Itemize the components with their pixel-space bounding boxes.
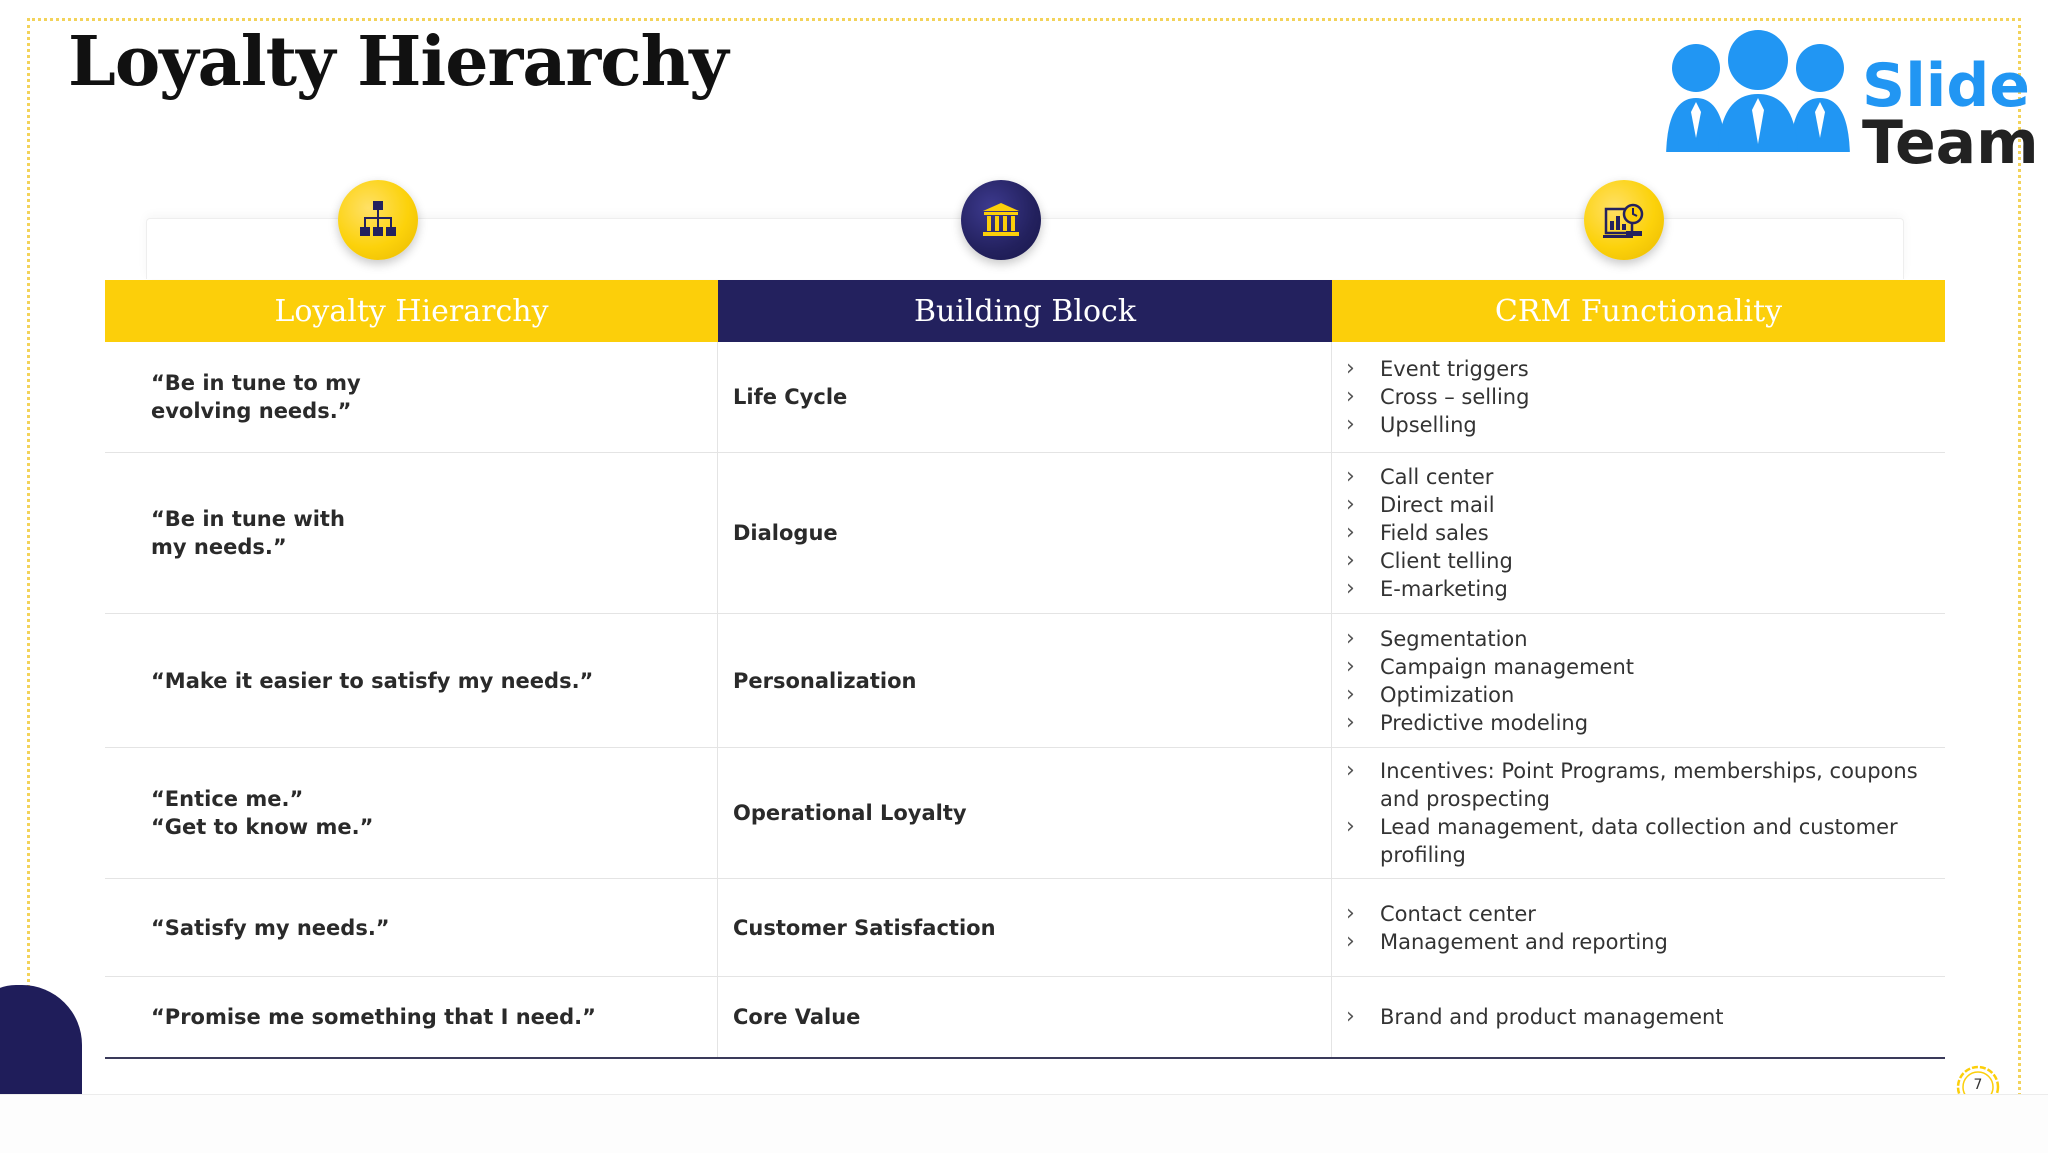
crm-dashboard-icon bbox=[1584, 180, 1664, 260]
org-chart-icon bbox=[338, 180, 418, 260]
page-number-badge bbox=[1955, 1064, 2001, 1094]
column-header-building-block: Building Block bbox=[718, 280, 1332, 342]
crm-function: Predictive modeling bbox=[1380, 710, 1589, 735]
list-item bbox=[1346, 757, 1933, 813]
list-item bbox=[1346, 681, 1634, 709]
crm-function-list bbox=[1346, 625, 1634, 737]
decorative-person-shape bbox=[0, 985, 82, 1094]
crm-function: Optimization bbox=[1380, 682, 1515, 707]
loyalty-table bbox=[105, 280, 1945, 1059]
column-header-crm-functionality: CRM Functionality bbox=[1332, 280, 1945, 342]
crm-function: Upselling bbox=[1380, 413, 1477, 437]
building-block: Core Value bbox=[718, 977, 1332, 1057]
loyalty-quote bbox=[105, 614, 718, 747]
crm-function: Field sales bbox=[1380, 521, 1489, 545]
loyalty-quote bbox=[105, 453, 718, 613]
chevron-right-icon: › bbox=[1346, 464, 1355, 489]
crm-function: Contact center bbox=[1380, 901, 1536, 926]
table-row bbox=[105, 748, 1945, 879]
building-block: Operational Loyalty bbox=[718, 748, 1332, 878]
chevron-right-icon: › bbox=[1346, 681, 1355, 707]
logo-team-text: Team bbox=[1862, 108, 2039, 178]
quote-line: “Entice me.” bbox=[151, 787, 304, 811]
table-row bbox=[105, 977, 1945, 1059]
chevron-right-icon: › bbox=[1346, 412, 1355, 437]
crm-functions bbox=[1332, 453, 1945, 613]
building-block: Dialogue bbox=[718, 453, 1332, 613]
table-row bbox=[105, 879, 1945, 977]
quote-line: my needs.” bbox=[151, 535, 287, 559]
quote-line: “Satisfy my needs.” bbox=[151, 915, 390, 940]
crm-function-list bbox=[1346, 757, 1945, 869]
crm-function-list bbox=[1346, 1003, 1724, 1031]
crm-function: E-marketing bbox=[1380, 577, 1508, 601]
chevron-right-icon: › bbox=[1346, 520, 1355, 545]
loyalty-quote bbox=[105, 748, 718, 878]
list-item bbox=[1346, 625, 1634, 653]
chevron-right-icon: › bbox=[1346, 928, 1355, 954]
loyalty-quote bbox=[105, 342, 718, 452]
slideteam-logo bbox=[1662, 28, 2039, 178]
crm-function: Call center bbox=[1380, 465, 1494, 489]
chevron-right-icon: › bbox=[1346, 625, 1355, 651]
quote-line: “Get to know me.” bbox=[151, 815, 374, 839]
bottom-band bbox=[0, 1094, 2048, 1153]
bank-building-icon bbox=[961, 180, 1041, 260]
list-item bbox=[1346, 1003, 1724, 1031]
list-item bbox=[1346, 928, 1668, 956]
loyalty-quote bbox=[105, 879, 718, 976]
people-logo-icon bbox=[1662, 28, 1862, 168]
crm-function: Event triggers bbox=[1380, 357, 1529, 381]
quote-line: evolving needs.” bbox=[151, 399, 352, 423]
list-item bbox=[1346, 383, 1529, 411]
list-item bbox=[1346, 813, 1933, 869]
list-item bbox=[1346, 653, 1634, 681]
chevron-right-icon: › bbox=[1346, 356, 1355, 381]
chevron-right-icon: › bbox=[1346, 900, 1355, 926]
chevron-right-icon: › bbox=[1346, 653, 1355, 679]
crm-function: Direct mail bbox=[1380, 493, 1495, 517]
page-title: Loyalty Hierarchy bbox=[68, 22, 728, 102]
list-item bbox=[1346, 900, 1668, 928]
crm-function: Management and reporting bbox=[1380, 929, 1668, 954]
quote-line: “Make it easier to satisfy my needs.” bbox=[151, 668, 594, 693]
table-header bbox=[105, 280, 1945, 342]
chevron-right-icon: › bbox=[1346, 709, 1355, 735]
crm-functions bbox=[1332, 748, 1945, 878]
crm-function-list bbox=[1346, 355, 1529, 439]
list-item bbox=[1346, 463, 1513, 491]
crm-functions bbox=[1332, 342, 1945, 452]
list-item bbox=[1346, 575, 1513, 603]
crm-function: Incentives: Point Programs, memberships, coupons and prospecting bbox=[1380, 759, 1918, 811]
loyalty-quote bbox=[105, 977, 718, 1057]
table-row bbox=[105, 453, 1945, 614]
crm-function-list bbox=[1346, 900, 1668, 956]
column-header-loyalty-hierarchy: Loyalty Hierarchy bbox=[105, 280, 718, 342]
list-item bbox=[1346, 709, 1634, 737]
list-item bbox=[1346, 491, 1513, 519]
quote-line: “Be in tune with bbox=[151, 507, 345, 531]
list-item bbox=[1346, 411, 1529, 439]
crm-function: Campaign management bbox=[1380, 654, 1635, 679]
page-number: 7 bbox=[1973, 1077, 1983, 1093]
building-block: Life Cycle bbox=[718, 342, 1332, 452]
crm-function: Client telling bbox=[1380, 549, 1513, 573]
logo-slide-text: Slide bbox=[1862, 51, 2030, 121]
chevron-right-icon: › bbox=[1346, 548, 1355, 573]
table-row bbox=[105, 342, 1945, 453]
building-block: Customer Satisfaction bbox=[718, 879, 1332, 976]
chevron-right-icon: › bbox=[1346, 1004, 1355, 1029]
building-block: Personalization bbox=[718, 614, 1332, 747]
crm-functions bbox=[1332, 879, 1945, 976]
list-item bbox=[1346, 519, 1513, 547]
crm-functions bbox=[1332, 977, 1945, 1057]
quote-line: “Be in tune to my bbox=[151, 371, 361, 395]
crm-function: Cross – selling bbox=[1380, 385, 1530, 409]
list-item bbox=[1346, 355, 1529, 383]
list-item bbox=[1346, 547, 1513, 575]
table-row bbox=[105, 614, 1945, 748]
chevron-right-icon: › bbox=[1346, 576, 1355, 601]
crm-function-list bbox=[1346, 463, 1513, 603]
chevron-right-icon: › bbox=[1346, 814, 1355, 839]
chevron-right-icon: › bbox=[1346, 384, 1355, 409]
chevron-right-icon: › bbox=[1346, 758, 1355, 783]
quote-line: “Promise me something that I need.” bbox=[151, 1005, 596, 1029]
crm-functions bbox=[1332, 614, 1945, 747]
crm-function: Brand and product management bbox=[1380, 1005, 1724, 1029]
crm-function: Lead management, data collection and customer profiling bbox=[1380, 815, 1898, 867]
chevron-right-icon: › bbox=[1346, 492, 1355, 517]
crm-function: Segmentation bbox=[1380, 626, 1528, 651]
